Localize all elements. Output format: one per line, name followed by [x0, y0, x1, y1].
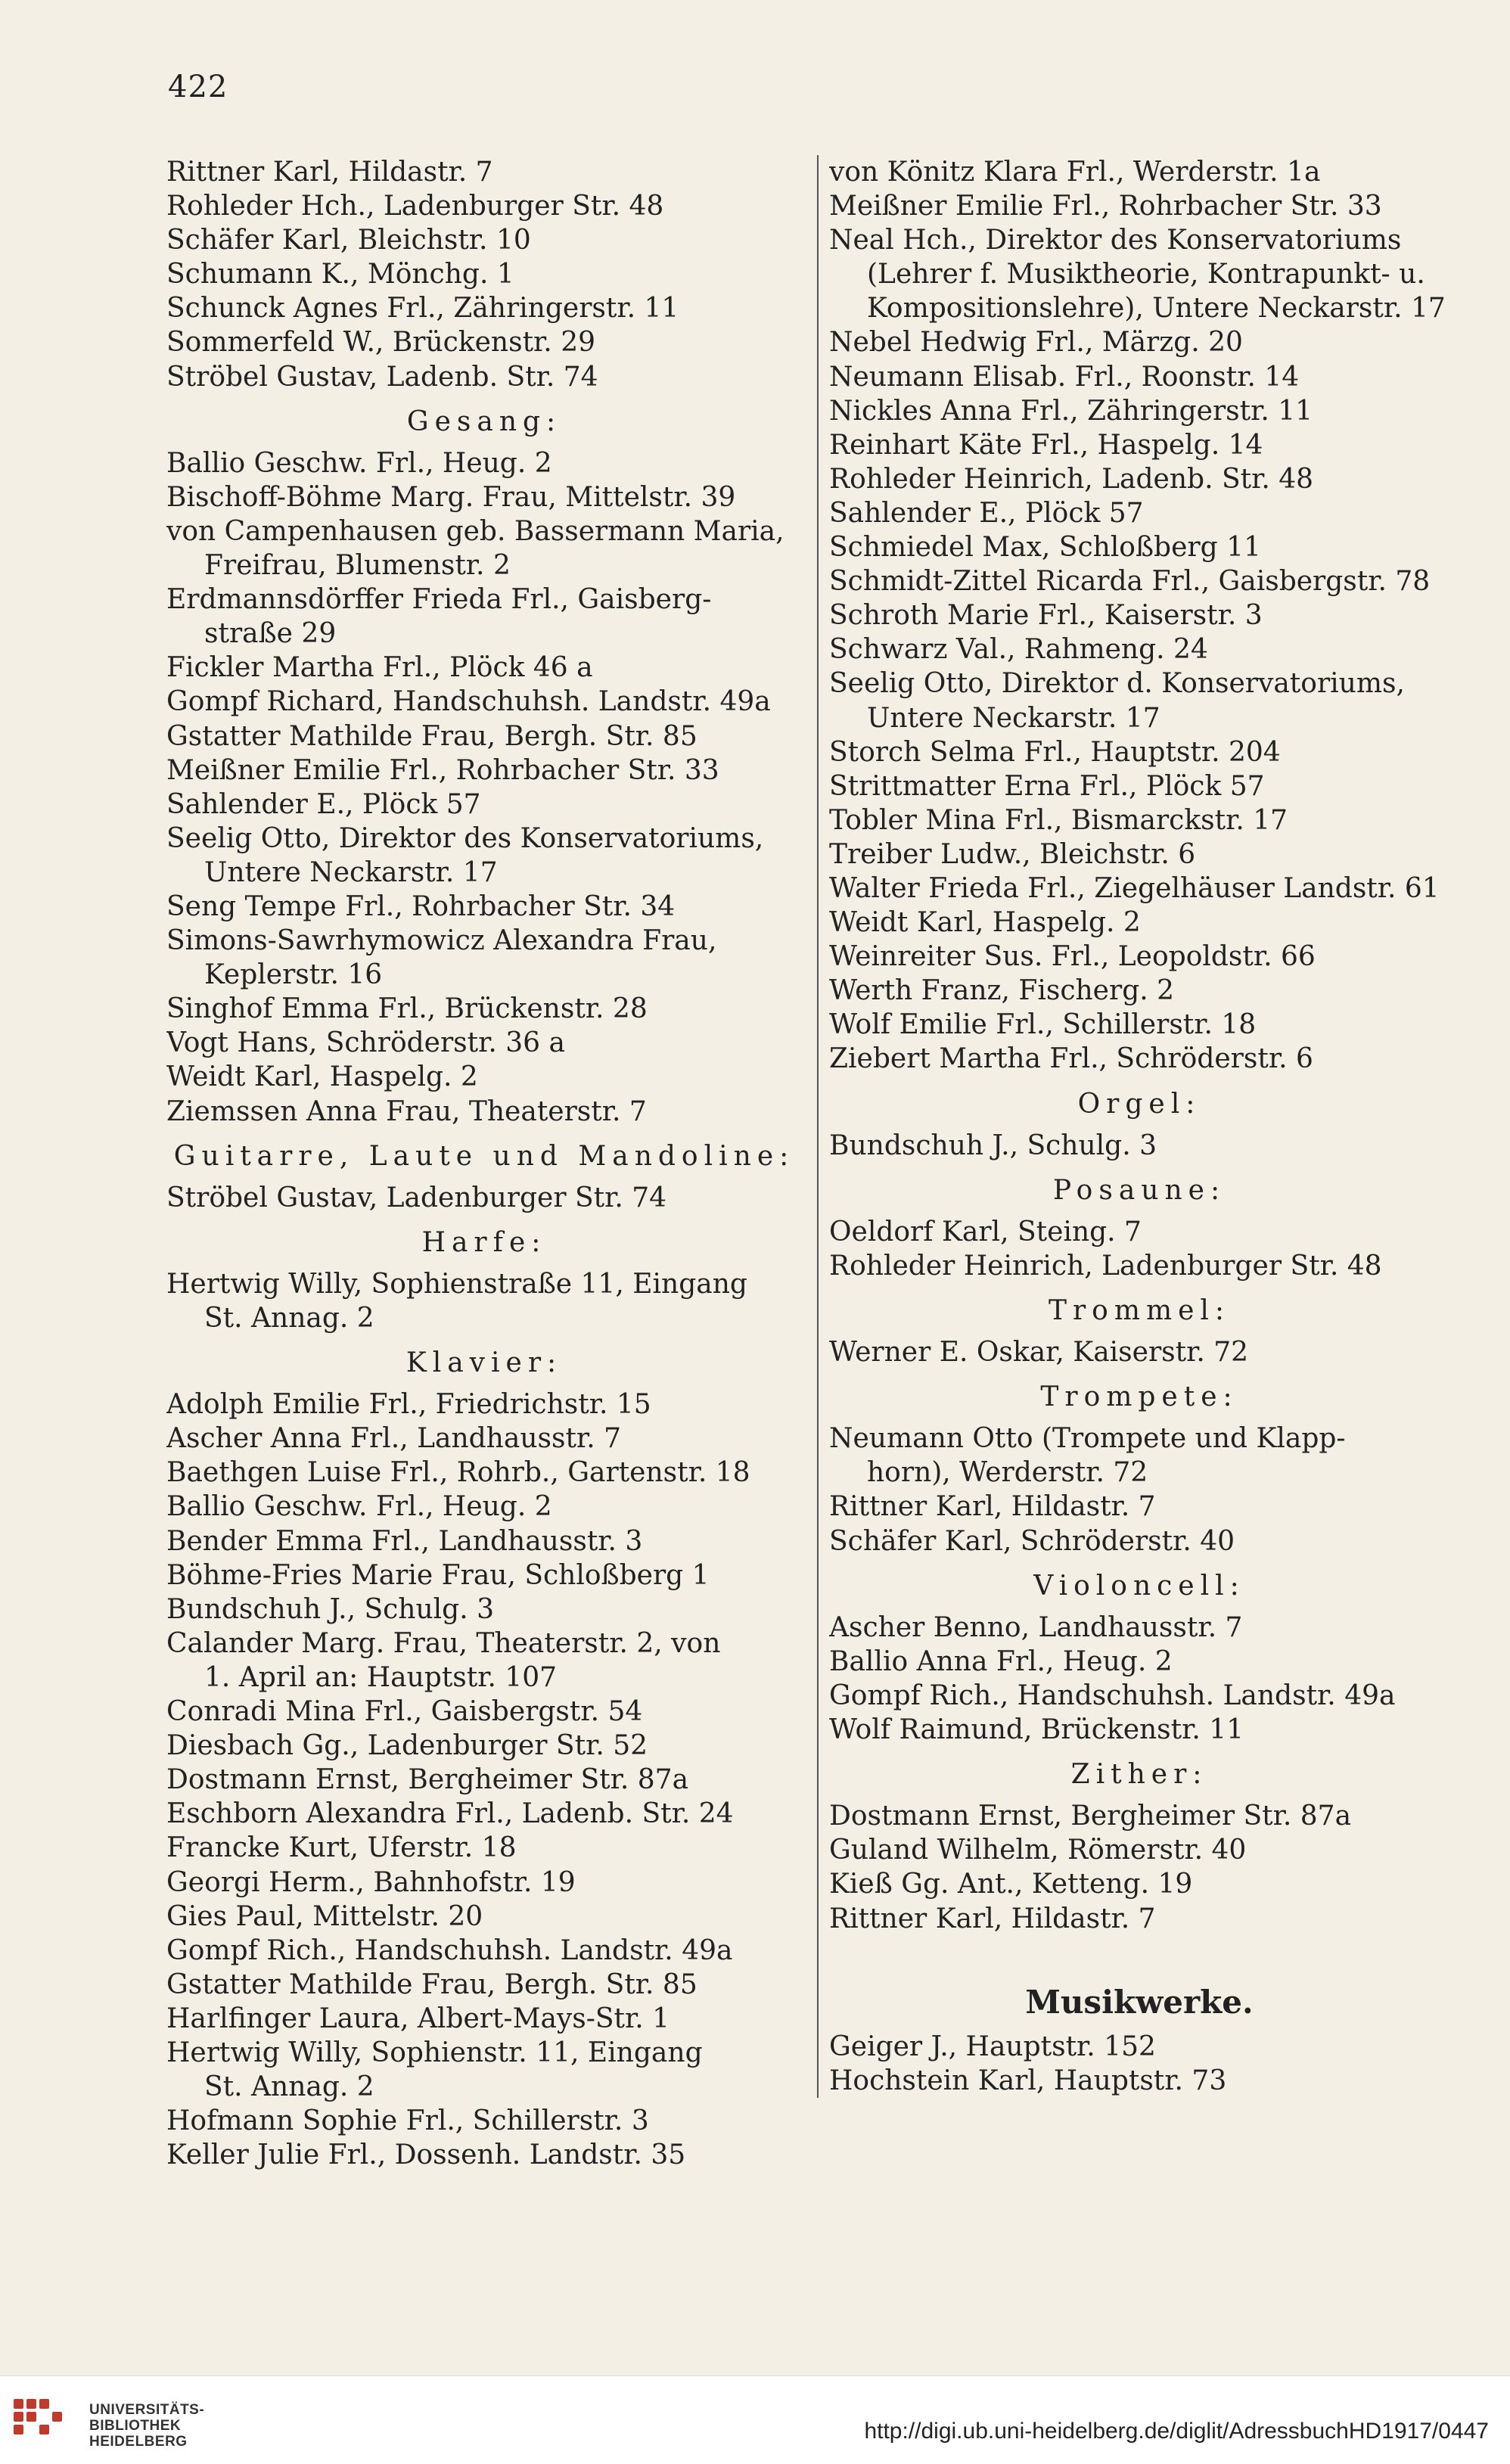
directory-entry: Werth Franz, Fischerg. 2	[829, 975, 1175, 1007]
entry-continuation: Keplerstr. 16	[204, 959, 383, 991]
entry-continuation: straße 29	[204, 618, 337, 650]
library-line-2: BIBLIOTHEK	[89, 2418, 182, 2434]
library-name	[89, 2402, 204, 2450]
directory-entry: Dostmann Ernst, Bergheimer Str. 87a	[829, 1801, 1352, 1832]
directory-entry: Weidt Karl, Haspelg. 2	[829, 907, 1141, 939]
directory-entry: Hochstein Karl, Hauptstr. 73	[829, 2065, 1227, 2096]
directory-entry: Meißner Emilie Frl., Rohrbacher Str. 33	[166, 754, 719, 786]
directory-entry: Gompf Richard, Handschuhsh. Landstr. 49a	[166, 686, 771, 718]
entry-continuation: horn), Werderstr. 72	[867, 1457, 1148, 1489]
section-heading: Gesang:	[406, 405, 562, 437]
directory-entry: Vogt Hans, Schröderstr. 36 a	[166, 1027, 565, 1059]
directory-entry: Rohleder Heinrich, Ladenburger Str. 48	[829, 1250, 1382, 1282]
section-heading: Harfe:	[421, 1226, 547, 1258]
directory-entry: Böhme-Fries Marie Frau, Schloßberg 1	[166, 1559, 710, 1591]
directory-entry: Schäfer Karl, Schröderstr. 40	[829, 1525, 1235, 1557]
directory-entry: Rittner Karl, Hildastr. 7	[166, 157, 493, 188]
section-heading-bold: Musikwerke.	[1025, 1983, 1254, 2021]
directory-entry: Neumann Elisab. Frl., Roonstr. 14	[829, 361, 1300, 393]
directory-entry: Meißner Emilie Frl., Rohrbacher Str. 33	[829, 191, 1382, 222]
directory-entry: Schumann K., Mönchg. 1	[166, 259, 514, 291]
directory-entry: Werner E. Oskar, Kaiserstr. 72	[829, 1337, 1249, 1369]
directory-entry: Adolph Emilie Frl., Friedrichstr. 15	[166, 1389, 651, 1421]
entry-continuation: Untere Neckarstr. 17	[867, 702, 1160, 734]
directory-entry: Rohleder Heinrich, Ladenb. Str. 48	[829, 463, 1314, 495]
directory-entry: von Könitz Klara Frl., Werderstr. 1a	[829, 157, 1321, 188]
directory-entry: Ballio Geschw. Frl., Heug. 2	[166, 447, 552, 479]
directory-entry: Treiber Ludw., Bleichstr. 6	[829, 838, 1196, 870]
source-url[interactable]: http://digi.ub.uni-heidelberg.de/diglit/AdressbuchHD1917/0447	[864, 2419, 1489, 2444]
directory-entry: Nickles Anna Frl., Zähringerstr. 11	[829, 395, 1313, 427]
directory-entry: Schmidt-Zittel Ricarda Frl., Gaisbergstr. 78	[829, 566, 1431, 598]
directory-entry: Weidt Karl, Haspelg. 2	[166, 1061, 478, 1093]
directory-entry: Weinreiter Sus. Frl., Leopoldstr. 66	[829, 941, 1316, 973]
directory-entry: Gompf Rich., Handschuhsh. Landstr. 49a	[829, 1679, 1396, 1711]
directory-entry: Sommerfeld W., Brückenstr. 29	[166, 327, 595, 359]
directory-entry: Ascher Anna Frl., Landhausstr. 7	[166, 1423, 621, 1455]
directory-entry: Dostmann Ernst, Bergheimer Str. 87a	[166, 1764, 689, 1796]
directory-entry: Ströbel Gustav, Ladenb. Str. 74	[166, 361, 598, 393]
directory-entry: Gompf Rich., Handschuhsh. Landstr. 49a	[166, 1934, 733, 1966]
directory-entry: Hofmann Sophie Frl., Schillerstr. 3	[166, 2105, 649, 2137]
directory-entry: Simons-Sawrhymowicz Alexandra Frau,	[166, 925, 717, 957]
directory-entry: Conradi Mina Frl., Gaisbergstr. 54	[166, 1696, 643, 1728]
left-column	[166, 155, 802, 2172]
entry-continuation: St. Annag. 2	[204, 2071, 374, 2103]
directory-entry: Francke Kurt, Uferstr. 18	[166, 1832, 517, 1864]
directory-entry: Sahlender E., Plöck 57	[166, 788, 481, 820]
entry-continuation: (Lehrer f. Musiktheorie, Kontrapunkt- u.	[867, 259, 1425, 291]
section-heading: Violoncell:	[1033, 1570, 1245, 1602]
entry-continuation: Kompositionslehre), Untere Neckarstr. 17	[867, 293, 1446, 325]
directory-entry: Schwarz Val., Rahmeng. 24	[829, 634, 1208, 666]
directory-entry: Schunck Agnes Frl., Zähringerstr. 11	[166, 293, 679, 325]
library-logo-icon	[14, 2399, 82, 2444]
page-number: 422	[168, 70, 228, 104]
directory-entry: Schäfer Karl, Bleichstr. 10	[166, 225, 531, 256]
directory-entry: Gstatter Mathilde Frau, Bergh. Str. 85	[166, 720, 698, 752]
directory-entry: Neal Hch., Direktor des Konservatoriums	[829, 225, 1402, 256]
directory-entry: Tobler Mina Frl., Bismarckstr. 17	[829, 804, 1288, 836]
directory-entry: Gstatter Mathilde Frau, Bergh. Str. 85	[166, 1968, 698, 2000]
entry-continuation: Untere Neckarstr. 17	[204, 856, 498, 888]
directory-entry: Rittner Karl, Hildastr. 7	[829, 1903, 1156, 1934]
directory-entry: Guland Wilhelm, Römerstr. 40	[829, 1835, 1247, 1866]
directory-entry: Ballio Geschw. Frl., Heug. 2	[166, 1491, 552, 1523]
section-heading: Zither:	[1070, 1759, 1208, 1791]
directory-entry: Fickler Martha Frl., Plöck 46 a	[166, 652, 593, 684]
directory-entry: Neumann Otto (Trompete und Klapp-	[829, 1423, 1346, 1455]
directory-entry: Hertwig Willy, Sophienstraße 11, Eingang	[166, 1268, 747, 1300]
directory-entry: Ströbel Gustav, Ladenburger Str. 74	[166, 1182, 667, 1213]
directory-entry: Georgi Herm., Bahnhofstr. 19	[166, 1866, 576, 1898]
section-heading: Posaune:	[1052, 1174, 1226, 1206]
directory-entry: Ziebert Martha Frl., Schröderstr. 6	[829, 1043, 1313, 1075]
footer-bar	[0, 2375, 1510, 2464]
directory-entry: Schmiedel Max, Schloßberg 11	[829, 532, 1261, 564]
directory-entry: Strittmatter Erna Frl., Plöck 57	[829, 770, 1265, 802]
directory-entry: Reinhart Käte Frl., Haspelg. 14	[829, 429, 1263, 461]
directory-entry: Wolf Emilie Frl., Schillerstr. 18	[829, 1009, 1257, 1041]
directory-entry: Hertwig Willy, Sophienstr. 11, Eingang	[166, 2037, 703, 2068]
library-line-1: UNIVERSITÄTS-	[89, 2402, 205, 2418]
directory-entry: Nebel Hedwig Frl., Märzg. 20	[829, 327, 1243, 359]
directory-entry: Seelig Otto, Direktor d. Konservatoriums,	[829, 668, 1405, 700]
directory-entry: Rohleder Hch., Ladenburger Str. 48	[166, 191, 664, 222]
directory-entry: Diesbach Gg., Ladenburger Str. 52	[166, 1730, 648, 1762]
directory-entry: Rittner Karl, Hildastr. 7	[829, 1491, 1156, 1523]
directory-entry: Geiger J., Hauptstr. 152	[829, 2031, 1156, 2062]
directory-entry: Baethgen Luise Frl., Rohrb., Gartenstr. 18	[166, 1457, 750, 1489]
directory-entry: Bundschuh J., Schulg. 3	[166, 1593, 495, 1625]
section-heading: Orgel:	[1077, 1088, 1201, 1120]
section-heading: Trommel:	[1048, 1295, 1231, 1326]
section-heading: Guitarre, Laute und Mandoline:	[173, 1140, 795, 1172]
right-column	[817, 155, 1449, 2098]
directory-entry: Bischoff-Böhme Marg. Frau, Mittelstr. 39	[166, 481, 736, 513]
entry-continuation: St. Annag. 2	[204, 1303, 374, 1334]
directory-entry: Bundschuh J., Schulg. 3	[829, 1129, 1157, 1161]
directory-entry: Calander Marg. Frau, Theaterstr. 2, von	[166, 1627, 721, 1659]
library-line-3: HEIDELBERG	[89, 2434, 188, 2450]
section-heading: Trompete:	[1040, 1381, 1238, 1413]
section-heading: Klavier:	[405, 1347, 563, 1379]
entry-continuation: Freifrau, Blumenstr. 2	[204, 550, 511, 582]
directory-entry: Kieß Gg. Ant., Ketteng. 19	[829, 1869, 1193, 1900]
directory-entry: Storch Selma Frl., Hauptstr. 204	[829, 736, 1281, 768]
entry-continuation: 1. April an: Hauptstr. 107	[204, 1661, 558, 1693]
directory-entry: Seng Tempe Frl., Rohrbacher Str. 34	[166, 890, 676, 922]
directory-entry: Ascher Benno, Landhausstr. 7	[829, 1611, 1243, 1643]
directory-entry: Wolf Raimund, Brückenstr. 11	[829, 1714, 1244, 1746]
directory-entry: Seelig Otto, Direktor des Konservatoriums,	[166, 822, 764, 854]
directory-entry: Ziemssen Anna Frau, Theaterstr. 7	[166, 1095, 647, 1127]
directory-entry: Ballio Anna Frl., Heug. 2	[829, 1645, 1173, 1677]
directory-entry: Eschborn Alexandra Frl., Ladenb. Str. 24	[166, 1798, 734, 1830]
directory-entry: Oeldorf Karl, Steing. 7	[829, 1216, 1142, 1248]
directory-entry: Bender Emma Frl., Landhausstr. 3	[166, 1525, 643, 1557]
directory-entry: Walter Frieda Frl., Ziegelhäuser Landstr. 61	[829, 872, 1440, 904]
directory-entry: von Campenhausen geb. Bassermann Maria,	[166, 515, 785, 547]
directory-entry: Keller Julie Frl., Dossenh. Landstr. 35	[166, 2139, 686, 2171]
directory-entry: Schroth Marie Frl., Kaiserstr. 3	[829, 600, 1263, 632]
directory-entry: Sahlender E., Plöck 57	[829, 497, 1144, 529]
directory-entry: Singhof Emma Frl., Brückenstr. 28	[166, 993, 648, 1025]
directory-entry: Gies Paul, Mittelstr. 20	[166, 1900, 483, 1932]
directory-entry: Erdmannsdörffer Frieda Frl., Gaisberg-	[166, 584, 712, 616]
directory-entry: Harlfinger Laura, Albert-Mays-Str. 1	[166, 2003, 670, 2034]
